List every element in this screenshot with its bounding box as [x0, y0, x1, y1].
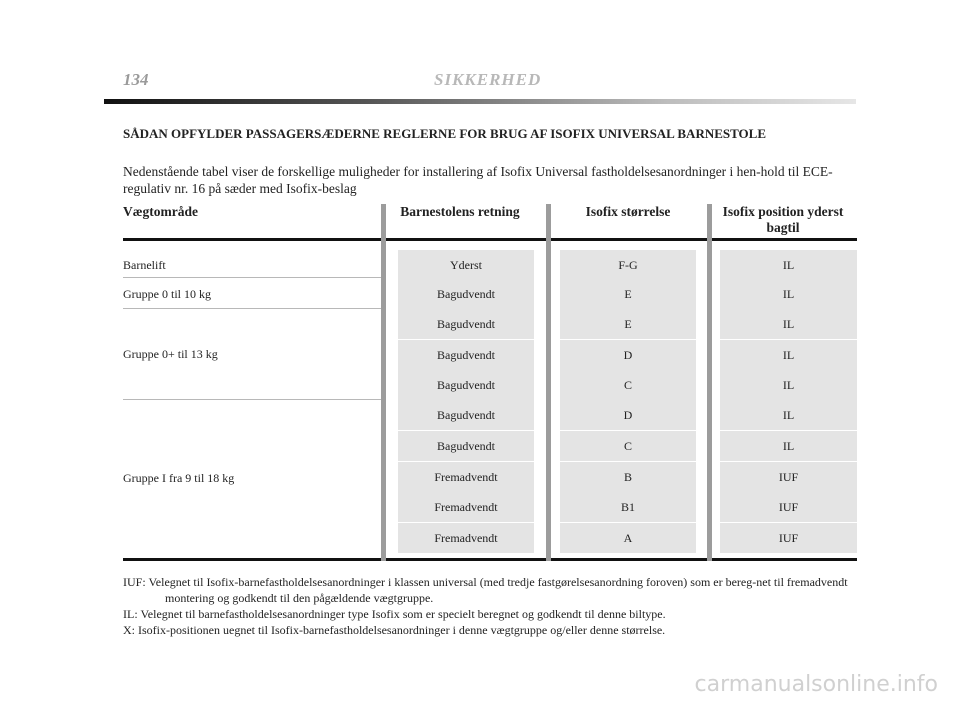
cell-size: C: [560, 370, 696, 400]
cell-position: IUF: [720, 523, 857, 553]
cell-position: IL: [720, 400, 857, 430]
cell-size: D: [560, 340, 696, 370]
column-divider: [381, 204, 386, 561]
cell-size: B: [560, 462, 696, 492]
note-x: X: Isofix-positionen uegnet til Isofix-barnefastholdelsesanordninger i denne vægtgruppe og/eller denne størrelse.: [123, 623, 666, 637]
cell-size: D: [560, 400, 696, 430]
page-number: 134: [123, 70, 149, 89]
row-separator: [123, 308, 381, 309]
cell-direction: Bagudvendt: [398, 370, 534, 400]
legend-notes: [123, 574, 863, 638]
cell-size: B1: [560, 492, 696, 522]
cell-position: IL: [720, 279, 857, 309]
group-label-gruppe-0plus: Gruppe 0+ til 13 kg: [123, 347, 218, 361]
col-header-size: Isofix størrelse: [585, 204, 671, 219]
cell-direction: Yderst: [398, 250, 534, 280]
row-separator: [123, 277, 381, 278]
table-bottom-rule: [123, 558, 857, 561]
cell-size: C: [560, 431, 696, 461]
cell-direction: Bagudvendt: [398, 279, 534, 309]
header-rule: [104, 99, 856, 104]
cell-position: IL: [720, 431, 857, 461]
section-title: SIKKERHED: [434, 70, 542, 89]
cell-position: IL: [720, 370, 857, 400]
cell-direction: Bagudvendt: [398, 431, 534, 461]
col-header-weight: Vægtområde: [123, 204, 198, 219]
row-separator: [123, 399, 381, 400]
cell-position: IUF: [720, 462, 857, 492]
page-heading: SÅDAN OPFYLDER PASSAGERSÆDERNE REGLERNE FOR BRUG AF ISOFIX UNIVERSAL BARNESTOLE: [123, 126, 767, 141]
cell-direction: Bagudvendt: [398, 309, 534, 339]
cell-position: IUF: [720, 492, 857, 522]
cell-direction: Fremadvendt: [398, 462, 534, 492]
cell-size: E: [560, 279, 696, 309]
cell-size: F-G: [560, 250, 696, 280]
col-header-position: Isofix position yderst bagtil: [722, 204, 844, 235]
cell-direction: Fremadvendt: [398, 523, 534, 553]
group-label-gruppe-1: Gruppe I fra 9 til 18 kg: [123, 471, 235, 485]
cell-position: IL: [720, 309, 857, 339]
group-label-barnelift: Barnelift: [123, 258, 166, 272]
group-label-gruppe-0: Gruppe 0 til 10 kg: [123, 287, 211, 301]
isofix-table: [123, 200, 857, 564]
cell-position: IL: [720, 250, 857, 280]
cell-direction: Bagudvendt: [398, 400, 534, 430]
watermark: carmanualsonline.info: [694, 672, 938, 697]
column-divider: [707, 204, 712, 561]
cell-size: E: [560, 309, 696, 339]
intro-text: Nedenstående tabel viser de forskellige muligheder for installering af Isofix Universal fastholdelsesanordninger i hen-hold til ECE-regulativ nr. 16 på sæder med Isofix-beslag: [123, 164, 833, 196]
col-header-direction: Barnestolens retning: [400, 204, 520, 219]
column-divider: [546, 204, 551, 561]
table-header-rule: [123, 238, 857, 241]
note-il: IL: Velegnet til barnefastholdelsesanordninger type Isofix som er specielt beregnet og godkendt til denne biltype.: [123, 607, 666, 621]
cell-position: IL: [720, 340, 857, 370]
cell-size: A: [560, 523, 696, 553]
cell-direction: Bagudvendt: [398, 340, 534, 370]
cell-direction: Fremadvendt: [398, 492, 534, 522]
note-iuf: IUF: Velegnet til Isofix-barnefastholdelsesanordninger i klassen universal (med tredje fastgørelsesanordning foroven) som er bereg-net til fremadvendt montering og godkendt til den pågældende vægtgruppe.: [123, 575, 848, 605]
